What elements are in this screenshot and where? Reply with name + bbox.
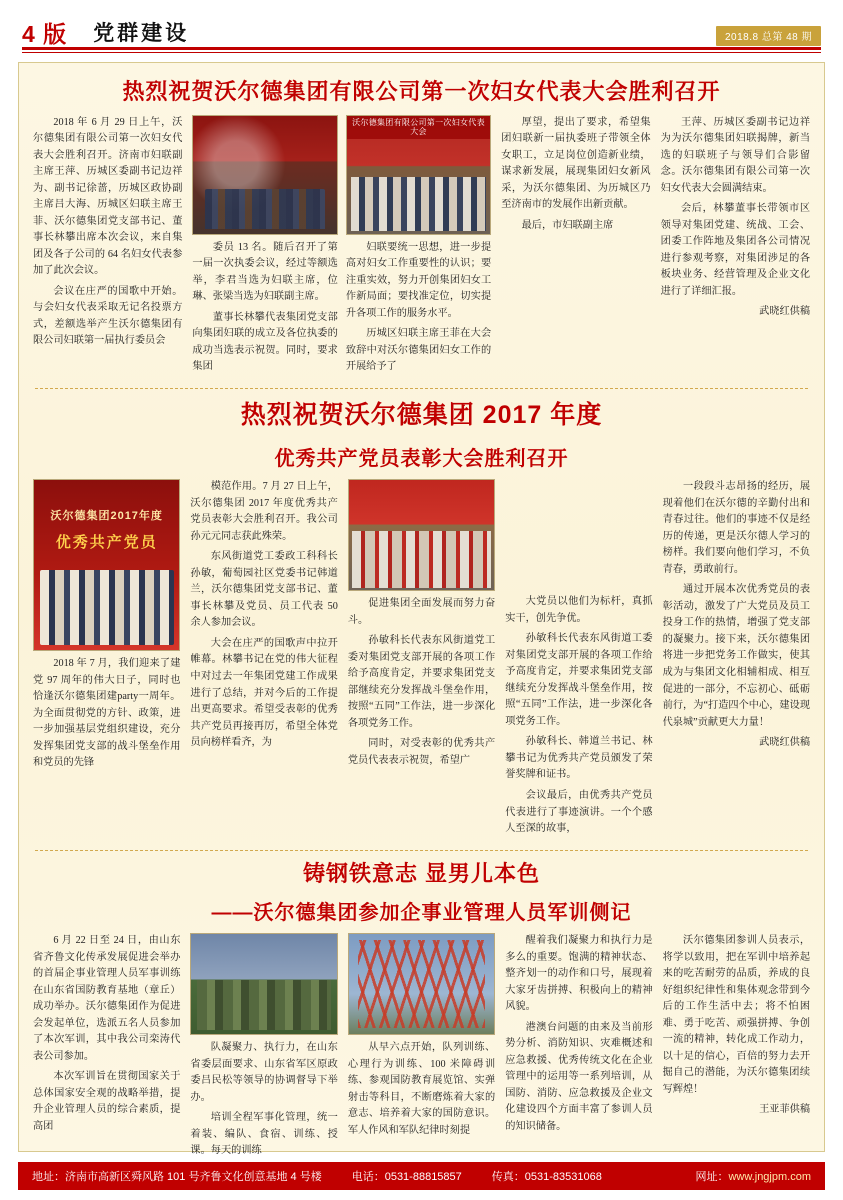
issue-badge: 2018.8 总第 48 期 xyxy=(716,26,821,46)
article2-headline-line2: 优秀共产党员表彰大会胜利召开 xyxy=(274,448,569,471)
article1-headline: 热烈祝贺沃尔德集团有限公司第一次妇女代表大会胜利召开 xyxy=(122,79,721,104)
article1-col4 xyxy=(501,115,650,239)
paragraph: 通过开展本次优秀党员的表彰活动，激发了广大党员及员工投身工作的热情，增强了党支部的凝聚力。接下来，沃尔德集团将进一步把党务工作做实，使其成为与集团文化相辅相成、相互促进的一部分，不忘初心、砥砺前行，为“打造四个中心，建设现代泉城”贡献更大力量！ xyxy=(662,584,811,728)
paragraph: 孙敏科长代表东风街道党工委对集团党支部开展的各项工作给予高度肯定，并要求集团党支部继续充分发挥战斗堡垒作用，按照“五同”工作法，进一步深化各项党务工作。 xyxy=(347,635,496,729)
paragraph: 东风街道党工委政工科科长孙敏，葡萄园社区党委书记韩道兰，沃尔德集团党支部书记、董事长林攀及党员、员工代表 50 余人参加会议。 xyxy=(190,551,338,629)
paragraph: 促进集团全面发展而努力奋斗。 xyxy=(347,598,496,626)
paragraph: 大会在庄严的国歌声中拉开帷幕。林攀书记在党的伟大征程中对过去一年集团党建工作成果进行了总结，并对今后的工作提出更高要求。希望受表彰的优秀共产党员再接再厉，希望全体党员向榜样看齐，为 xyxy=(190,637,338,749)
paragraph: 港澳台问题的由来及当前形势分析、消防知识、灾难概述和应急救援、优秀传统文化在企业管理中的运用等一系列培训，从国防、消防、应急救援及企业文化建设四个方面丰富了参训人员的知识储备。 xyxy=(505,1021,653,1132)
article2-columns xyxy=(33,479,810,841)
article1-col1 xyxy=(33,115,182,354)
paragraph: 沃尔德集团参训人员表示，将学以致用，把在军训中培养起来的吃苦耐劳的品质，养成的良好组织纪律性和集体观念带到今后的工作生活中去；将不怕困难、勇于吃苦、顽强拼搏、争创一流的精神，转化成工作动力，以十足的信心，百倍的努力去开掘自己的潜能，为沃尔德集团续写辉煌！ xyxy=(662,935,811,1095)
masthead xyxy=(0,0,843,54)
article3-col1 xyxy=(33,933,180,1139)
paragraph: 孙敏科长、韩道兰书记、林攀书记为优秀共产党员颁发了荣誉奖牌和证书。 xyxy=(505,736,653,781)
article3-col4 xyxy=(505,933,652,1139)
page-number: 4 版 xyxy=(22,20,68,47)
article2-col3 xyxy=(348,479,495,773)
article3-headline-line1: 铸钢铁意志 显男儿本色 xyxy=(302,860,541,886)
masthead-rule xyxy=(22,47,821,50)
paragraph: 队凝聚力、执行力，在山东省委层面要求、山东省军区原政委吕民松等领导的协调督导下举办。 xyxy=(190,1042,338,1103)
paragraph: 厚望，提出了要求，希望集团妇联新一届执委班子带领全体女职工，立足岗位创造新业绩，谋求新发展，展现集团妇女新风采，为沃尔德集团、为历城区乃至济南市的发展作出新贡献。 xyxy=(501,116,651,211)
article-party-award xyxy=(33,397,810,842)
paragraph: 醒着我们凝聚力和执行力是多么的重要。饱满的精神状态、整齐划一的动作和口号，展现着大家牙齿拼搏、积极向上的精神风貌。 xyxy=(505,935,653,1013)
photo-banner-text: 沃尔德集团有限公司第一次妇女代表大会 xyxy=(347,116,490,139)
article3-col2 xyxy=(190,933,337,1164)
award-poster xyxy=(33,479,180,651)
article2-col5 xyxy=(663,479,810,755)
article2-col4 xyxy=(505,479,652,841)
article-women-congress xyxy=(33,77,810,380)
paragraph: 6 月 22 日至 24 日，由山东省齐鲁文化传承发展促进会举办的首届企事业管理人员军事训练在山东省国防教育基地（章丘）成功举办。沃尔德集团作为促进会发起单位，选派五名人员参加了本次军训，其中我公司栾涛代表公司参加。 xyxy=(33,935,181,1062)
paragraph: 大党员以他们为标杆，真抓实干，创先争优。 xyxy=(505,596,653,624)
article3-byline: 王亚菲供稿 xyxy=(759,1104,811,1116)
footer-website[interactable] xyxy=(695,1168,811,1184)
article1-byline: 武晓红供稿 xyxy=(759,306,811,318)
footer-website-label: 网址： xyxy=(695,1171,729,1183)
section-title: 党群建设 xyxy=(93,22,190,45)
spacer xyxy=(505,479,652,594)
paragraph: 2018 年 6 月 29 日上午，沃尔德集团有限公司第一次妇女代表大会胜利召开。济南市妇联副主席王萍、历城区委副书记边祥为、副书记徐蔷，历城区政协副主席吕大海、历城区妇联主席王菲、沃尔德集团党支部书记、董事长林攀出席本次会议，来自集团及各子公司的 64 名妇女代表参加了此次会议。 xyxy=(33,116,183,277)
paragraph: 委员 13 名。随后召开了第一届一次执委会议，经过等额选举，李君当选为妇联主席，位琳、张梁当选为妇联副主席。 xyxy=(192,241,338,303)
section-divider xyxy=(35,850,808,851)
article1-col3 xyxy=(346,240,491,380)
military-training-formation-photo xyxy=(190,933,337,1035)
paragraph: 会议最后，由优秀共产党员代表进行了事迹演讲。一个个感人至深的故事， xyxy=(505,789,653,835)
section-divider xyxy=(35,388,808,389)
paragraph: 妇联要统一思想，进一步提高对妇女工作重要性的认识；要注重实效，努力开创集团妇女工作新局面；要找准定位，切实提升各项工作的服务水平。 xyxy=(345,241,492,319)
award-ceremony-photo xyxy=(348,479,495,591)
article-military-training xyxy=(33,859,810,1164)
poster-line1: 沃尔德集团2017年度 xyxy=(50,509,163,522)
article2-col2 xyxy=(190,479,337,755)
article2-headline-line1: 热烈祝贺沃尔德集团 2017 年度 xyxy=(240,400,603,429)
paragraph: 董事长林攀代表集团党支部向集团妇联的成立及各位执委的成功当选表示祝贺。同时，要求集团 xyxy=(192,311,338,373)
footer-address: 地址：济南市高新区舜风路 101 号齐鲁文化创意基地 4 号楼 xyxy=(32,1171,322,1183)
paragraph: 历城区妇联主席王菲在大会致辞中对沃尔德集团妇女工作的开展给予了 xyxy=(345,328,492,373)
article2-byline: 武晓红供稿 xyxy=(759,737,811,749)
article3-col5 xyxy=(663,933,810,1123)
footer-bar xyxy=(18,1162,825,1190)
article3-columns xyxy=(33,933,810,1164)
paragraph: 最后，市妇联副主席 xyxy=(521,219,614,231)
footer-website-url[interactable]: www.jngjpm.com xyxy=(728,1171,811,1183)
paragraph: 孙敏科长代表东风街道工委对集团党支部开展的各项工作给予高度肯定，并要求集团党支部继续充分发挥战斗堡垒作用，按照“五同”工作法，进一步深化各项党务工作。 xyxy=(505,633,653,727)
paragraph: 会后，林攀董事长带领市区领导对集团党建、统战、工会、团委工作阵地及集团各公司情况进行参观考察，对集团涉足的各板块业务、经营管理及企业文化进行了详细汇报。 xyxy=(660,203,811,297)
footer-fax: 传真：0531-83531068 xyxy=(491,1171,602,1183)
footer-phone: 电话：0531-88815857 xyxy=(351,1171,462,1183)
paragraph: 王萍、历城区委副书记边祥为为沃尔德集团妇联揭牌，新当选的妇联班子与领导们合影留念。沃尔德集团有限公司第一次妇女代表大会圆满结束。 xyxy=(660,116,811,194)
poster-line2: 优秀共产党员 xyxy=(55,534,158,552)
article1-columns xyxy=(33,115,810,380)
poster-people-graphic xyxy=(40,570,174,645)
women-congress-group-photo xyxy=(346,115,491,235)
paragraph: 培训全程军事化管理，统一着装、编队、食宿、训练、授课。每天的训练 xyxy=(190,1112,338,1157)
paragraph: 同时，对受表彰的优秀共产党员代表表示祝贺，希望广 xyxy=(347,738,496,766)
paragraph: 会议在庄严的国歌中开始。与会妇女代表采取无记名投票方式，差额选举产生沃尔德集团有限公司妇联第一届执行委员会 xyxy=(33,285,183,347)
paragraph: 2018 年 7 月，我们迎来了建党 97 周年的伟大日子，同时也恰逢沃尔德集团建party一周年。为全面贯彻党的方针、政策，进一步加强基层党组织建设，充分发挥集团党支部的战斗堡垒作用和党员的先锋 xyxy=(33,658,181,769)
article1-col5 xyxy=(661,115,810,325)
paragraph: 从早六点开始，队列训练、心理行为训练、100 米障碍训练、参观国防教育展览馆、实弹射击等科目，不断磨炼着大家的意志、培养着大家的国防意识。军人作风和军队纪律时刻提 xyxy=(347,1042,496,1136)
climbing-tower-photo xyxy=(348,933,495,1035)
content-sheet xyxy=(18,62,825,1157)
paragraph: 本次军训旨在贯彻国家关于总体国家安全观的战略举措，提升企业管理人员的综合素质，提高团 xyxy=(33,1071,181,1132)
article2-col1 xyxy=(33,479,180,776)
meeting-unveiling-photo xyxy=(192,115,337,235)
paragraph: 一段段斗志昂扬的经历，展现着他们在沃尔德的辛勤付出和青春过往。他们的事迹不仅是经历的传递，更是沃尔德人学习的榜样。我们要向他们学习，不负青春，勇敢前行。 xyxy=(662,481,811,575)
article3-headline-line2: ——沃尔德集团参加企事业管理人员军训侧记 xyxy=(211,902,632,925)
article1-col2 xyxy=(192,240,337,380)
article1-photo-col xyxy=(192,115,491,380)
article3-col3 xyxy=(348,933,495,1143)
paragraph: 模范作用。7 月 27 日上午，沃尔德集团 2017 年度优秀共产党员表彰大会胜利召开。我公司孙元元同志获此殊荣。 xyxy=(190,481,338,542)
